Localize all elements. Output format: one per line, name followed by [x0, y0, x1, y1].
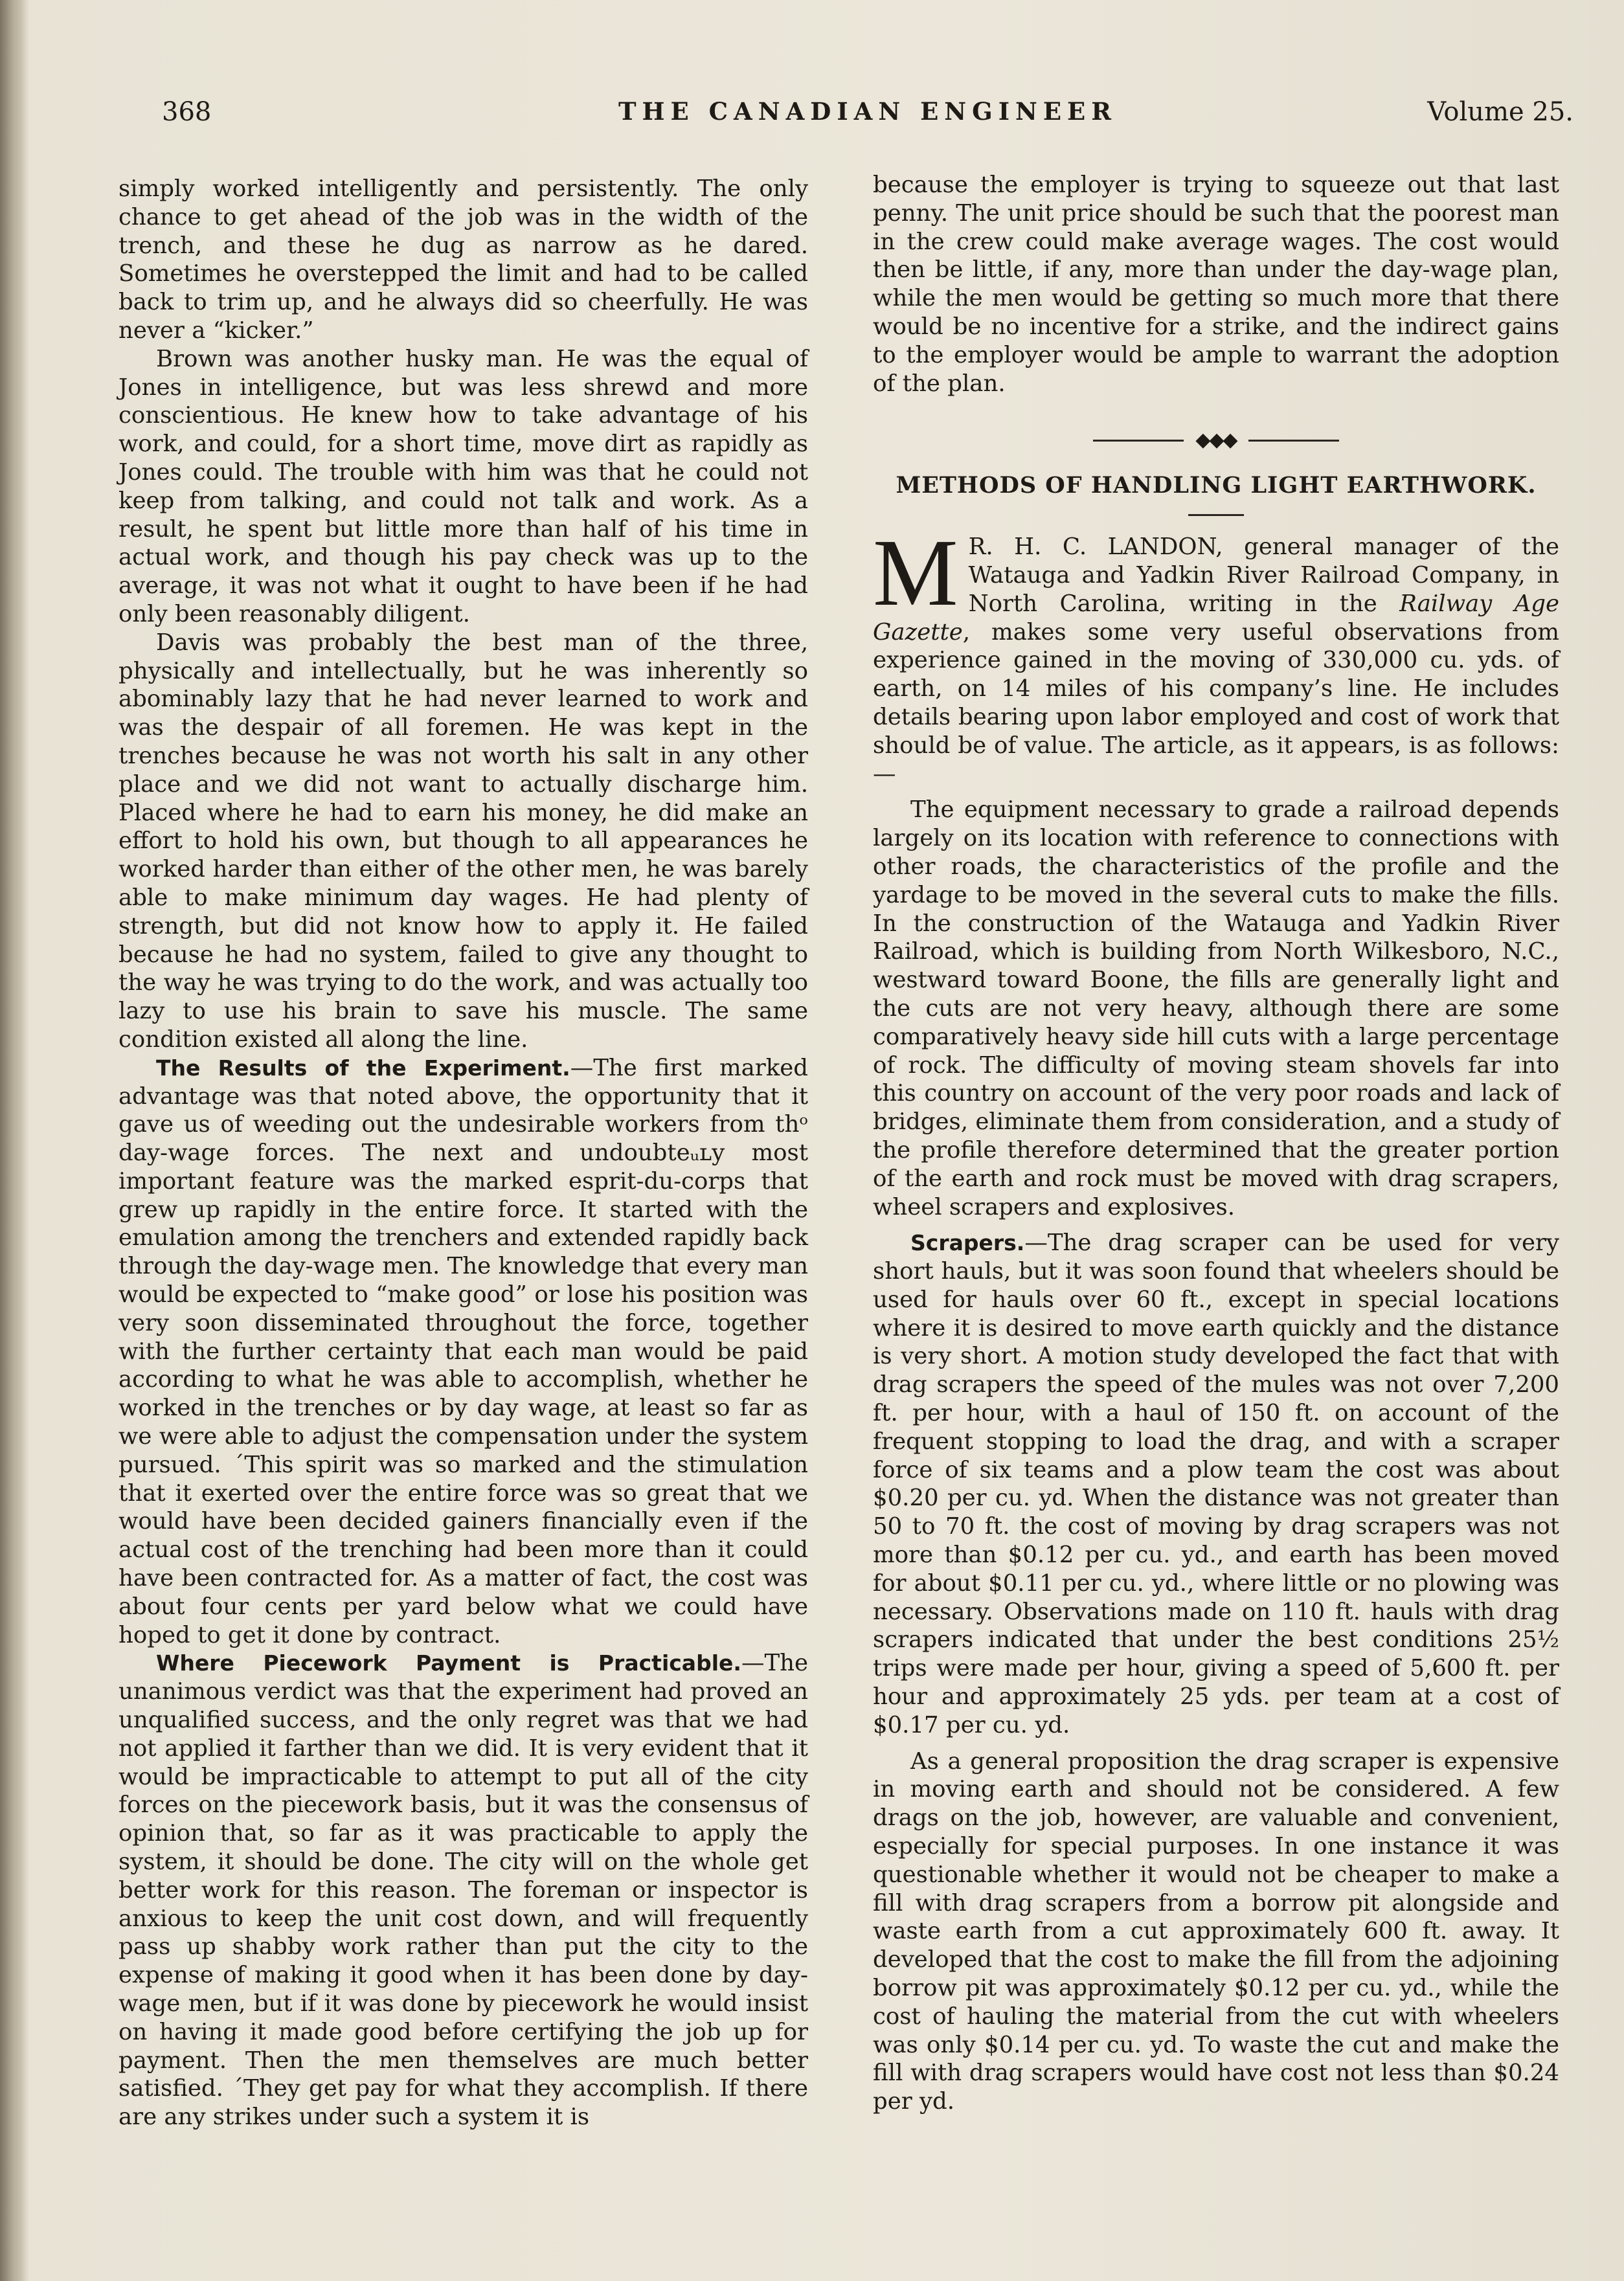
- subhead-piecework: Where Piecework Payment is Practicable.: [156, 1650, 741, 1676]
- right-paragraph-4: [873, 1229, 1559, 1739]
- intro-text-rest: , makes some very useful observations from experience gained in the moving of 330,000 cu. yds. of earth, on 14 miles of his company’s line. He includes details bearing upon labor employed and cost of work that should be of value. The article, as it appears, is as follows:—: [873, 618, 1559, 787]
- section-ornament: [873, 427, 1559, 453]
- left-paragraph-4-text: —The first marked advantage was that noted above, the opportunity that it gave us of weeding out the undesirable workers from thᵒ day-wage forces. The next and undoubteᵤʟy most important feature was the marked esprit-du-corps that grew up rapidly in the entire force. It started with the emulation among the trenchers and extended rapidly back through the day-wage men. The knowledge that every man would be expected to “make good” or lose his position was very soon disseminated throughout the force, together with the further certainty that each man would be paid according to what he was able to accomplish, whether he worked in the trenches or by day wage, at least so far as we were able to adjust the compensation under the system pursued. ´This spirit was so marked and the stimulation that it exerted over the entire force was so great that we would have been decided gainers financially even if the actual cost of the trenching had been more than it could have been contracted for. As a matter of fact, the cost was about four cents per yard below what we could have hoped to get it done by contract.: [118, 1054, 808, 1648]
- right-column: [873, 171, 1559, 2116]
- left-paragraph-1: simply worked intelligently and persistently. The only chance to get ahead of the job was in the width of the trench, and these he dug as narrow as he dared. Sometimes he overstepped the limit and had to be called back to trim up, and he always did so cheerfully. He was never a “kicker.”: [118, 175, 808, 344]
- left-paragraph-2: Brown was another husky man. He was the equal of Jones in intelligence, but was less shrewd and more conscientious. He knew how to take advantage of his work, and could, for a short time, move dirt as rapidly as Jones could. The trouble with him was that he could not keep from talking, and could not talk and work. As a result, he spent but little more than half of his time in actual work, and though his pay check was up to the average, it was not what it ought to have been if he had only been reasonably diligent.: [118, 345, 808, 627]
- page-binding-shadow: [0, 0, 30, 2281]
- ornament-rule-right: [1248, 440, 1339, 442]
- right-paragraph-3: The equipment necessary to grade a railroad depends largely on its location with reference to connections with other roads, the characteristics of the profile and the yardage to be moved in the several cuts to make the fills. In the construction of the Watauga and Yadkin River Railroad, which is building from North Wilkesboro, N.C., westward toward Boone, the fills are generally light and the cuts are not very heavy, although there are some comparatively heavy side hill cuts with a large percentage of rock. The difficulty of moving steam shovels far into this country on account of the very poor roads and lack of bridges, eliminate them from consideration, and a study of the profile therefore determined that the greater portion of the earth and rock must be moved with drag scrapers, wheel scrapers and explosives.: [873, 796, 1559, 1220]
- subhead-scrapers: Scrapers.: [910, 1230, 1025, 1256]
- right-paragraph-4-text: —The drag scraper can be used for very short hauls, but it was soon found that wheelers should be used for hauls over 60 ft., except in special locations where it is desired to move earth quickly and the distance is very short. A motion study developed the fact that with drag scrapers the speed of the mules was not over 7,200 ft. per hour, with a haul of 150 ft. on account of the frequent stopping to load the drag, and with a scraper force of six teams and a plow team the cost was about $0.20 per cu. yd. When the distance was not greater than 50 to 70 ft. the cost of moving by drag scrapers was not more than $0.12 per cu. yd., and earth has been moved for about $0.11 per cu. yd., where little or no plowing was necessary. Observations made on 110 ft. hauls with drag scrapers indicated that under the best conditions 25½ trips were made per hour, giving a speed of 5,600 ft. per hour and approximately 25 yds. per team at a cost of $0.17 per cu. yd.: [873, 1230, 1559, 1738]
- left-paragraph-3: Davis was probably the best man of the three, physically and intellectually, but he was inherently so abominably lazy that he had never learned to work and was the despair of all foremen. He was kept in the trenches because he was not worth his salt in any other place and we did not want to actually discharge him. Placed where he had to earn his money, he did make an effort to hold his own, but though to all appearances he worked harder than either of the other men, he was barely able to make minimum day wages. He had plenty of strength, but did not know how to apply it. He failed because he had no system, failed to give any thought to the way he was trying to do the work, and was actually too lazy to use his brain to save his muscle. The same condition existed all along the line.: [118, 629, 808, 1053]
- drop-cap: M: [873, 520, 958, 627]
- page-number: 368: [162, 97, 212, 127]
- left-paragraph-5-text: —The unanimous verdict was that the experiment had proved an unqualified success, and the only regret was that we had not applied it farther than we did. It is very evident that it would be impracticable to attempt to put all of the city forces on the piecework basis, but it was the consensus of opinion that, so far as it was practicable to apply the system, it should be done. The city will on the whole get better work for this reason. The foreman or inspector is anxious to keep the unit cost down, and will frequently pass up shabby work rather than put the city to the expense of making it good when it has been done by day-wage men, but if it was done by piecework he would insist on having it made good before certifying the job up for payment. Then the men themselves are much better satisfied. ´They get pay for what they accomplish. If there are any strikes under such a system it is: [118, 1650, 808, 2131]
- intro-text: R. H. C. LANDON, general manager of the Watauga and Yadkin River Railroad Company, in North Carolina, writing in the: [968, 534, 1559, 617]
- volume-label: Volume 25.: [1427, 97, 1573, 127]
- intro-paragraph: [873, 520, 1559, 788]
- left-paragraph-4: [118, 1054, 808, 1650]
- right-paragraph-5: As a general proposition the drag scraper is expensive in moving earth and should not be considered. A few drags on the job, however, are valuable and convenient, especially for special purposes. In one instance it was questionable whether it would not be cheaper to make a fill with drag scrapers from a borrow pit alongside and waste earth from a cut approximately 600 ft. away. It developed that the cost to make the fill from the adjoining borrow pit was approximately $0.12 per cu. yd., while the cost of hauling the material from the cut with wheelers was only $0.14 per cu. yd. To waste the cut and make the fill with drag scrapers would have cost not less than $0.24 per yd.: [873, 1747, 1559, 2115]
- left-column: [118, 175, 808, 2131]
- title-rule: [1188, 514, 1244, 516]
- running-head: [162, 97, 1573, 149]
- subhead-results: The Results of the Experiment.: [156, 1055, 570, 1081]
- publication-name: Railway Age Gazette: [873, 590, 1559, 646]
- ornament-rule-left: [1093, 440, 1184, 442]
- right-paragraph-1: because the employer is trying to squeeze out that last penny. The unit price should be such that the poorest man in the crew could make average wages. The cost would then be little, if any, more than under the day-wage plan, while the men would be getting so much more that there would be no incentive for a strike, and the indirect gains to the employer would be ample to warrant the adoption of the plan.: [873, 172, 1559, 397]
- article-title: METHODS OF HANDLING LIGHT EARTHWORK.: [896, 472, 1537, 499]
- left-paragraph-5: [118, 1649, 808, 2131]
- ornament-diamonds: ◆◆◆: [1195, 429, 1237, 452]
- journal-title: THE CANADIAN ENGINEER: [618, 97, 1117, 126]
